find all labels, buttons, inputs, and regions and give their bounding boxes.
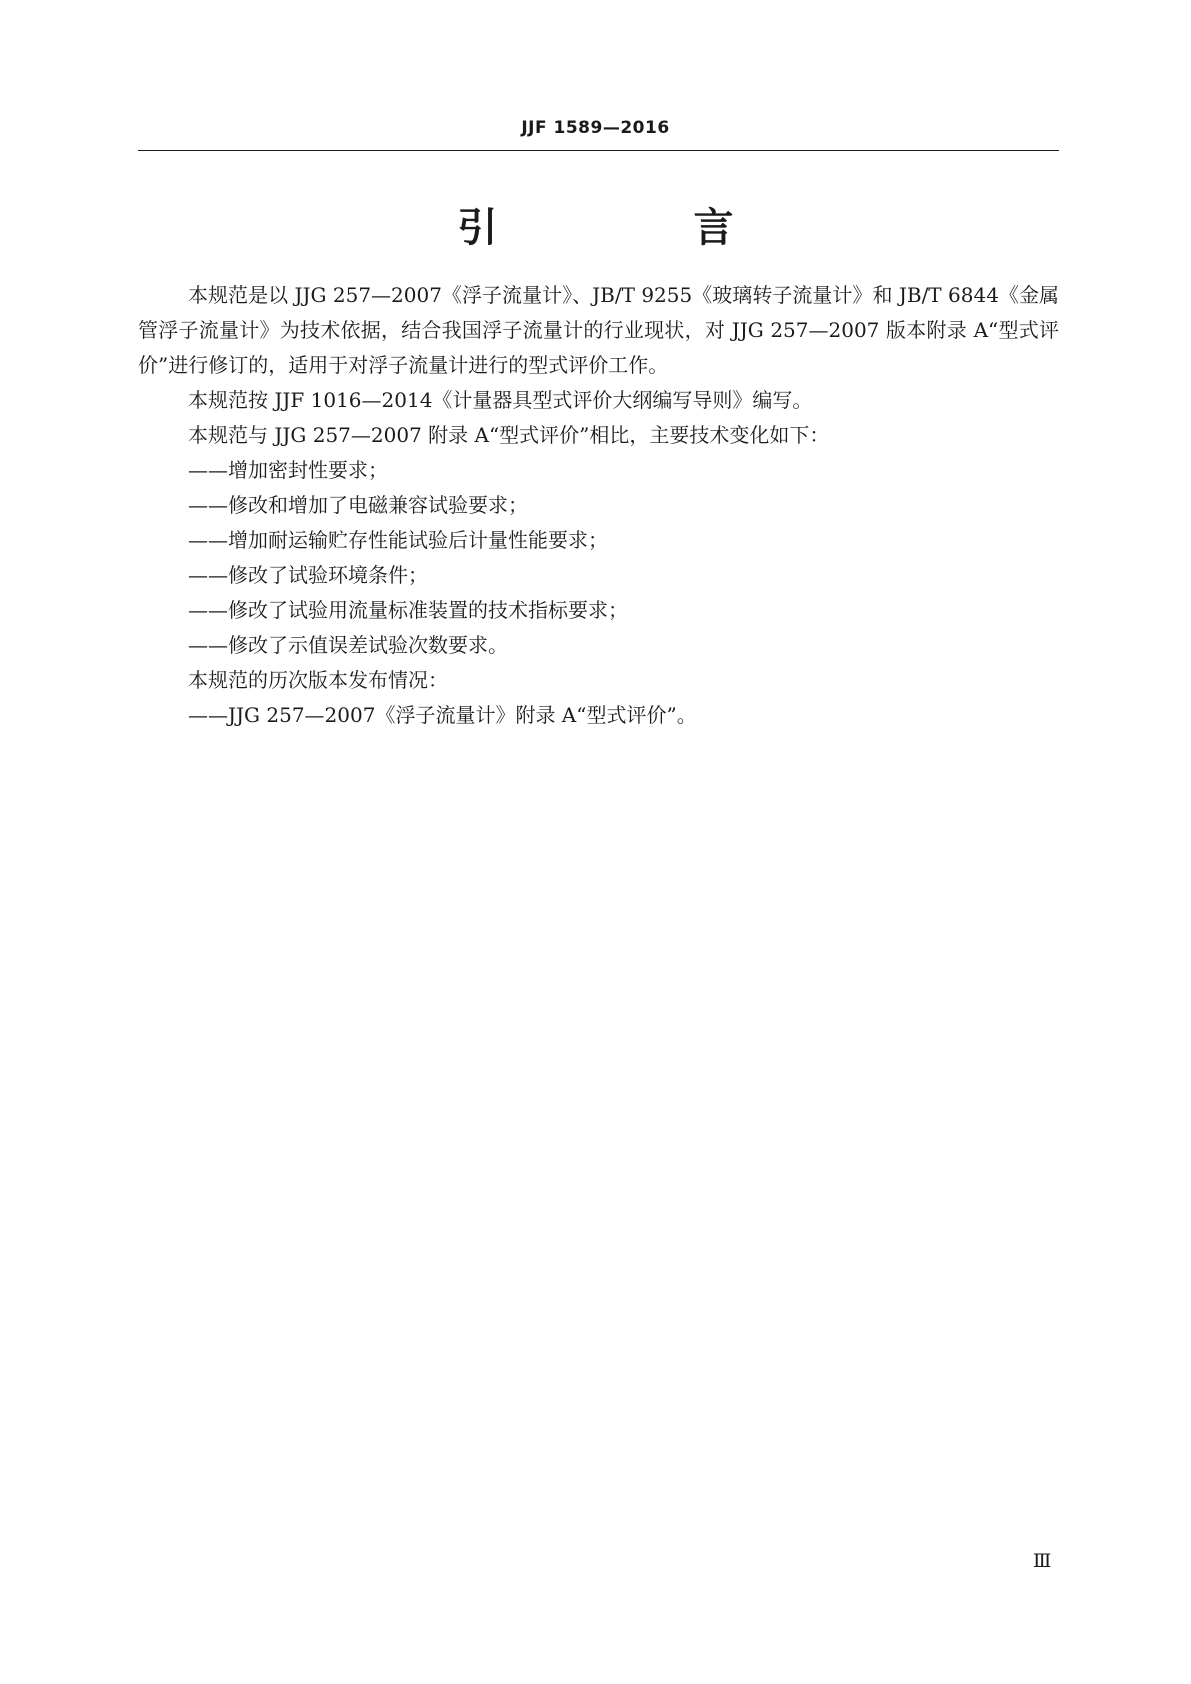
header-divider <box>138 150 1059 151</box>
section-title: 引 言 <box>457 205 812 251</box>
change-item: ——修改了试验环境条件； <box>188 563 428 587</box>
standard-code-header: JJF 1589—2016 <box>521 118 670 138</box>
paragraph-history-intro: 本规范的历次版本发布情况： <box>188 668 448 692</box>
paragraph-changes-intro: 本规范与 JJG 257—2007 附录 A“型式评价”相比，主要技术变化如下： <box>188 423 830 447</box>
change-item: ——增加密封性要求； <box>188 458 388 482</box>
body-text <box>138 278 1059 733</box>
paragraph-writing-guide: 本规范按 JJF 1016—2014《计量器具型式评价大纲编写导则》编写。 <box>188 388 813 412</box>
page-number: Ⅲ <box>1033 1550 1052 1572</box>
history-item: ——JJG 257—2007《浮子流量计》附录 A“型式评价”。 <box>188 703 697 727</box>
change-item: ——修改了试验用流量标准装置的技术指标要求； <box>188 598 628 622</box>
change-item: ——增加耐运输贮存性能试验后计量性能要求； <box>188 528 608 552</box>
change-item: ——修改了示值误差试验次数要求。 <box>188 633 508 657</box>
paragraph-basis: 本规范是以 JJG 257—2007《浮子流量计》、JB/T 9255《玻璃转子流量计》和 JB/T 6844《金属管浮子流量计》为技术依据，结合我国浮子流量计的行业现状，对 JJG 257—2007 版本附录 A“型式评价”进行修订的，适用于对浮子流量计进行的型式评价工作。 <box>138 283 1059 377</box>
change-item: ——修改和增加了电磁兼容试验要求； <box>188 493 528 517</box>
